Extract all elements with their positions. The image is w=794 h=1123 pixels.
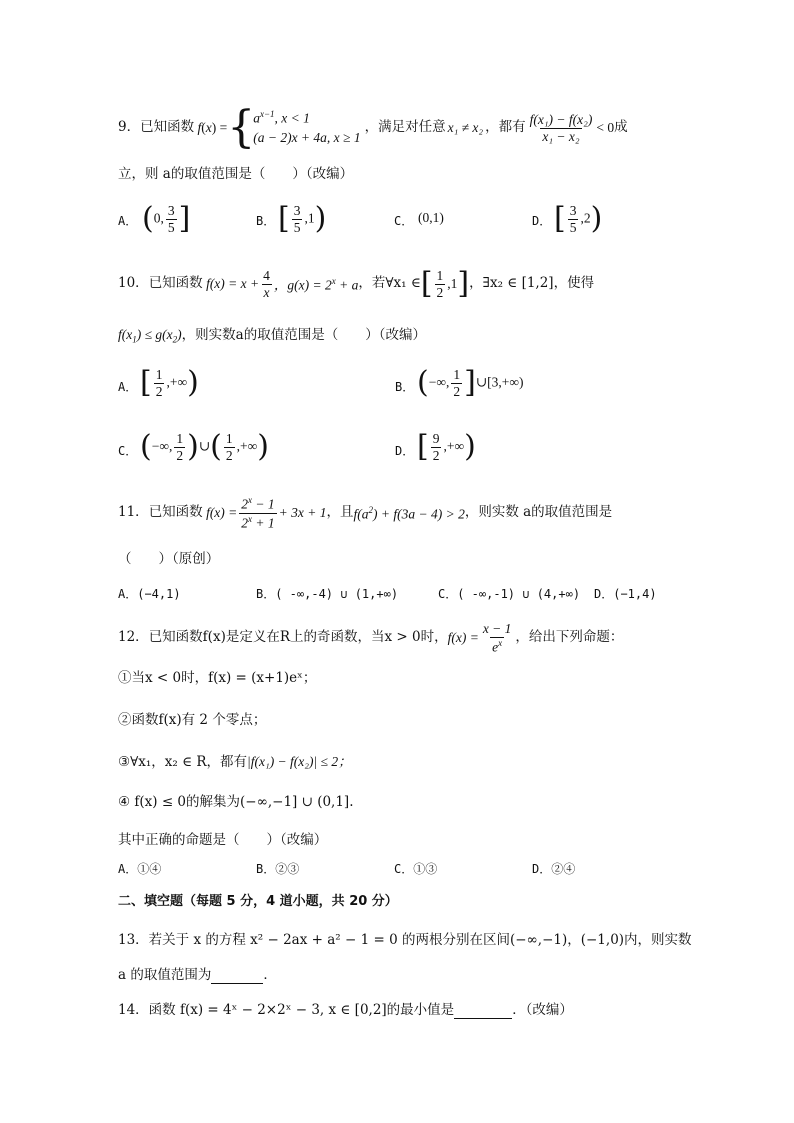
q12-option-c: C．①③ — [394, 862, 438, 876]
q13-line2 — [118, 969, 277, 984]
q10-option-b: (−∞, $\frac{1}{2}$ ]∪[3,+∞) — [417, 365, 524, 401]
q13-end: ． — [263, 967, 277, 983]
q12-prop3 — [118, 755, 352, 770]
q10-text1: ，若∀x₁ ∈ — [358, 275, 421, 292]
q9-option-d: [ $\frac{3}{5}$ ,2) — [554, 201, 603, 237]
q11-option-b: B．( -∞,-4) ∪ (1,+∞) — [256, 587, 399, 601]
q14-end: ．（改编） — [512, 1002, 573, 1018]
q10-fx: f(x) = x + — [202, 276, 260, 292]
q9-case1: $a^{x-1}$, x < 1 — [253, 109, 310, 126]
q10-option-a: [ $\frac{1}{2}$ ,+∞) — [140, 365, 199, 401]
q14-text: 14．函数 f(x) = 4ˣ − 2×2ˣ − 3, x ∈ [0,2]的最小值是 — [118, 1002, 455, 1018]
q9-number: 9． — [118, 119, 141, 136]
q9-option-c: (0,1) — [418, 210, 444, 225]
q14-line — [118, 1004, 573, 1019]
q9-option-d-label: D． — [532, 214, 552, 228]
q12-prop3-ineq: |f(x₁) − f(x₂)| ≤ 2； — [247, 754, 352, 769]
q10-lead: 已知函数 — [148, 275, 203, 292]
q10-option-d: [ $\frac{9}{2}$ ,+∞) — [417, 429, 476, 465]
q11-lead: 已知函数 — [148, 504, 203, 521]
q11-ineq: $f(a^2) + f(3a - 4) > 2$ — [353, 504, 465, 521]
q9-cases — [253, 108, 360, 147]
q13-line1: 13．若关于 x 的方程 x² − 2ax + a² − 1 = 0 的两根分别在区间(−∞,−1)，(−1,0)内，则实数 — [118, 932, 692, 948]
q9-ineq: < 0 — [596, 120, 615, 136]
q12-prop3-lead: ③∀x₁，x₂ ∈ R，都有 — [118, 754, 248, 770]
q9-lead: 已知函数 — [140, 119, 195, 136]
q12-prop2: ②函数f(x)有 2 个零点； — [118, 712, 267, 728]
q13-answer-blank[interactable] — [211, 969, 263, 984]
q11-line1: 11． 已知函数 f(x) = $\frac{2^x - 1}{2^x + 1}$ + 3x + 1 ，且 $f(a^2) + f(3a - 4) > 2$ ，则实数 a的取值范围是 — [118, 495, 613, 530]
q12-options — [118, 863, 678, 883]
q12-option-b: B．②③ — [256, 862, 300, 876]
q10-option-b-label: B． — [395, 380, 415, 394]
q10-option-d-label: D． — [395, 444, 415, 458]
q9-options — [118, 201, 678, 243]
q10-options — [118, 365, 678, 465]
q9-fx: f — [194, 120, 202, 136]
q11-option-d: D．(−1,4) — [594, 587, 657, 601]
q12-option-a: A．①④ — [118, 862, 162, 876]
q12-prop1: ①当x < 0时，f(x) = (x+1)eˣ； — [118, 670, 317, 686]
q11-text2: ，则实数 a的取值范围是 — [464, 504, 613, 521]
section-heading: 二、填空题（每题 5 分，4 道小题，共 20 分） — [118, 894, 398, 909]
q11-option-a: A．(−4,1) — [118, 587, 181, 601]
q9-cond: x₁ ≠ x₂ — [447, 120, 484, 136]
q9-line2: 立，则 a的取值范围是（ ）（改编） — [118, 166, 354, 182]
q12-text2: ，给出下列命题： — [515, 629, 624, 646]
q9-option-a: (0, $\frac{3}{5}$ ] — [142, 201, 191, 237]
q9-mid2: ，都有 — [485, 119, 526, 136]
q11-text1: ，且 — [326, 504, 354, 521]
q11-option-c: C．( -∞,-1) ∪ (4,+∞) — [438, 587, 581, 601]
q9-frac-den: x₁ − x₂ — [542, 128, 580, 144]
q9-line1: 9． 已知函数 f ( x ) = { $a^{x-1}$, x < 1 (a − 2)x + 4a, x ≥ 1 ，满足对任意 x₁ ≠ x₂ ，都有 $\frac{\text{f(x₁) − f(x₂)}}{\text{x₁ − x₂}}$ < 0 成 — [118, 102, 628, 153]
q9-option-b-label: B． — [256, 214, 276, 228]
q10-line2-text: ，则实数a的取值范围是（ ）（改编） — [181, 327, 426, 343]
q9-mid: ，满足对任意 — [364, 119, 446, 136]
q12-text1: 已知函数f(x)是定义在R上的奇函数，当x > 0时， — [148, 629, 448, 646]
q12-option-d: D．②④ — [532, 862, 576, 876]
q10-text2: ，∃x₂ ∈ [1,2]，使得 — [469, 275, 595, 292]
q10-ineq: $f(x_1) \le g(x_2)$ — [118, 327, 182, 345]
q10-line2 — [118, 328, 426, 345]
q10-option-c: (−∞, $\frac{1}{2}$ )∪( $\frac{1}{2}$ ,+∞) — [140, 429, 269, 465]
q11-options — [118, 588, 678, 608]
q10-line1: 10． 已知函数 f(x) = x + $\frac{4}{x}$ ，$g(x) = 2^x + a$ ，若∀x₁ ∈ [ $\frac{1}{2}$ ,1 ] ，∃x₂ ∈ [1,2]，使得 — [118, 266, 595, 301]
q10-gx: ，$g(x) = 2^x + a$ — [273, 275, 359, 292]
q10-option-c-label: C． — [118, 444, 138, 458]
q9-option-a-label: A． — [118, 214, 138, 228]
q9-case2: (a − 2)x + 4a, x ≥ 1 — [253, 129, 361, 145]
q12-prop4: ④ f(x) ≤ 0的解集为(−∞,−1] ∪ (0,1]. — [118, 794, 354, 810]
q9-option-c-label: C． — [394, 214, 414, 228]
q11-number: 11． — [118, 504, 149, 521]
q9-option-b: [ $\frac{3}{5}$ ,1) — [278, 201, 327, 237]
q11-line2: （ ）（原创） — [118, 551, 220, 567]
q9-brace: { — [227, 102, 256, 153]
q9-frac-num: f(x₁) − f(x₂) — [529, 111, 593, 127]
q12-ask: 其中正确的命题是（ ）（改编） — [118, 832, 328, 848]
q14-answer-blank[interactable] — [454, 1004, 512, 1019]
q10-number: 10． — [118, 275, 149, 292]
q9-tail: 成 — [614, 119, 628, 136]
q9-fraction — [528, 112, 595, 144]
q10-option-a-label: A． — [118, 380, 138, 394]
q12-number: 12． — [118, 629, 149, 646]
q13-line2-text: a 的取值范围为 — [118, 967, 212, 983]
q12-line1: 12． 已知函数f(x)是定义在R上的奇函数，当x > 0时， f(x) = $\frac{x - 1}{e^x}$ ，给出下列命题： — [118, 621, 624, 655]
